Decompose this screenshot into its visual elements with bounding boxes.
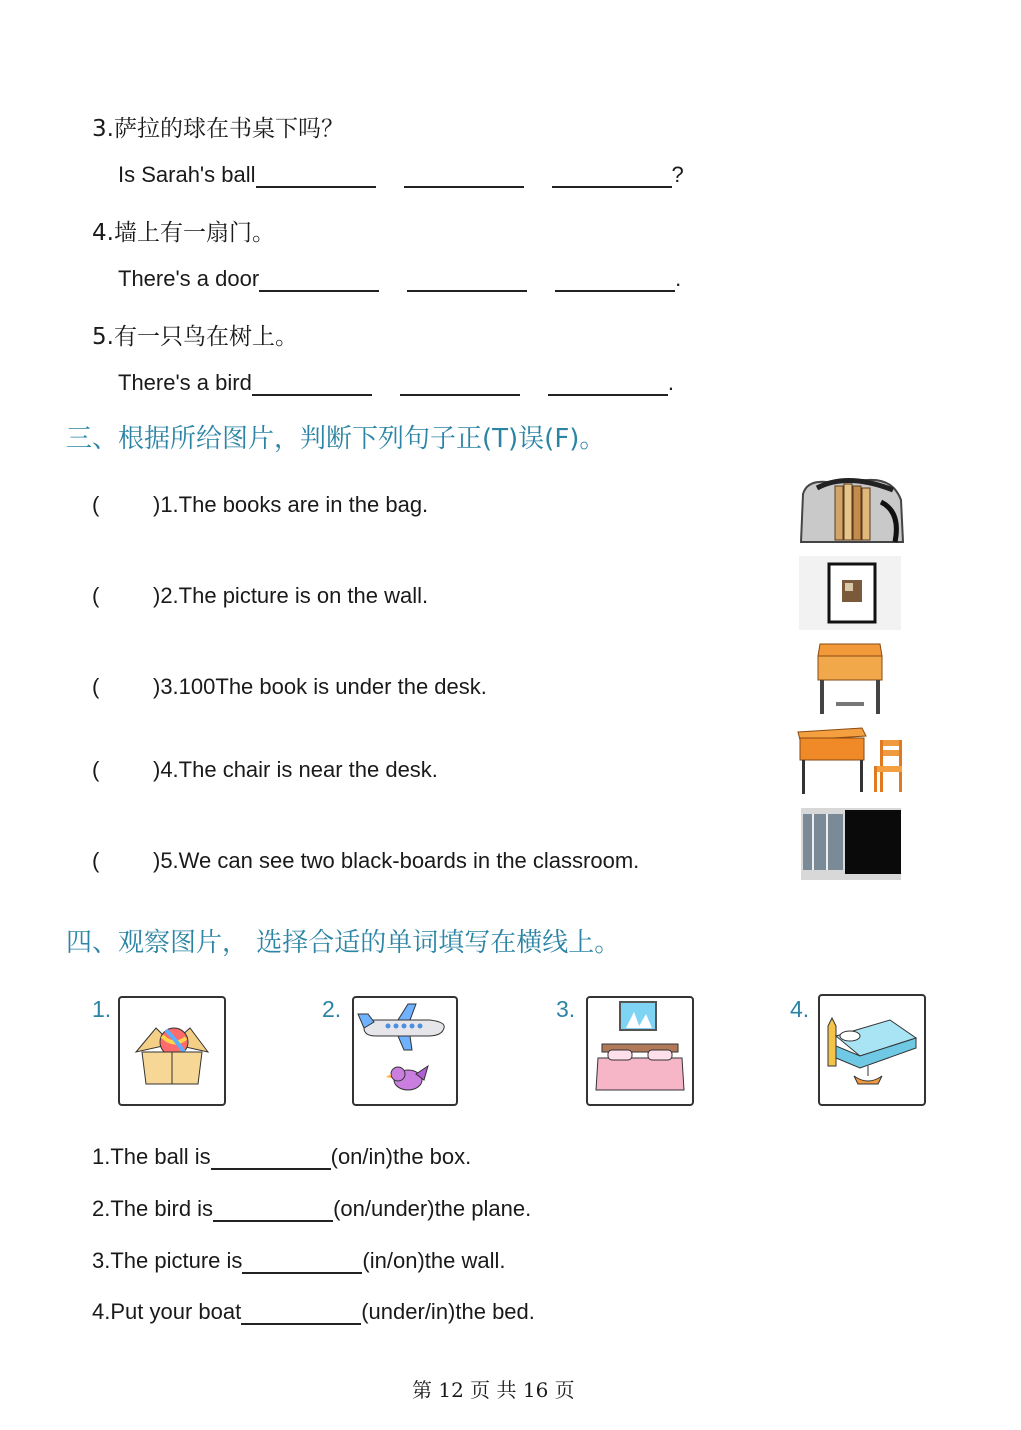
picture-number-1: 1.: [92, 996, 112, 1022]
tf-statement-3: )3.100The book is under the desk.: [153, 674, 487, 699]
answer-blank[interactable]: [555, 268, 675, 292]
answer-paren-open[interactable]: (: [92, 583, 100, 608]
question-3-prefix: Is Sarah's ball: [118, 162, 256, 187]
answer-blank[interactable]: [252, 372, 372, 396]
tf-statement-1: )1.The books are in the bag.: [153, 492, 429, 517]
sentence-4-suffix: (under/in)the bed.: [361, 1299, 535, 1324]
sentence-3-suffix: (in/on)the wall.: [362, 1248, 506, 1273]
answer-blank[interactable]: [407, 268, 527, 292]
picture-above-bed-icon: [586, 996, 694, 1106]
answer-blank[interactable]: [548, 372, 668, 396]
answer-blank[interactable]: [404, 164, 524, 188]
picture-number-4: 4.: [790, 996, 810, 1022]
question-4-end: .: [675, 266, 682, 291]
fill-sentence-2: [92, 1196, 531, 1222]
question-3-en: [118, 162, 684, 188]
backpack-with-books-icon: [797, 472, 907, 548]
ball-in-box-icon: [118, 996, 226, 1106]
tf-statement-5: )5.We can see two black-boards in the classroom.: [153, 848, 640, 873]
section-3-title: 三、根据所给图片，判断下列句子正(T)误(F)。: [66, 424, 606, 454]
fill-sentence-4: [92, 1299, 535, 1325]
fill-sentence-1: [92, 1144, 471, 1170]
sentence-3-prefix: 3.The picture is: [92, 1248, 243, 1273]
question-5-end: .: [667, 370, 674, 395]
bird-under-plane-icon: [352, 996, 458, 1106]
question-5-prefix: There's a bird: [118, 370, 252, 395]
answer-paren-open[interactable]: (: [92, 757, 100, 782]
answer-blank[interactable]: [242, 1250, 362, 1274]
sentence-1-prefix: 1.The ball is: [92, 1144, 211, 1169]
answer-paren-open[interactable]: (: [92, 848, 100, 873]
answer-blank[interactable]: [213, 1198, 333, 1222]
sentence-2-suffix: (on/under)the plane.: [333, 1196, 532, 1221]
answer-blank[interactable]: [400, 372, 520, 396]
answer-blank[interactable]: [259, 268, 379, 292]
picture-number-3: 3.: [556, 996, 576, 1022]
sentence-4-prefix: 4.Put your boat: [92, 1299, 242, 1324]
sentence-1-suffix: (on/in)the box.: [330, 1144, 472, 1169]
answer-paren-open[interactable]: (: [92, 674, 100, 699]
answer-blank[interactable]: [256, 164, 376, 188]
framed-picture-icon: [799, 556, 901, 630]
answer-blank[interactable]: [211, 1146, 331, 1170]
answer-blank[interactable]: [241, 1301, 361, 1325]
tf-statement-4: )4.The chair is near the desk.: [153, 757, 438, 782]
question-4-prefix: There's a door: [118, 266, 260, 291]
desk-and-chair-icon: [796, 726, 908, 796]
boat-under-bed-icon: [818, 994, 926, 1106]
fill-sentence-3: [92, 1248, 505, 1274]
answer-blank[interactable]: [552, 164, 672, 188]
blackboard-icon: [801, 808, 901, 880]
question-4-en: [118, 266, 681, 292]
desk-with-book-icon: [812, 640, 888, 716]
question-4-cn: 4.墙上有一扇门。: [92, 220, 275, 246]
picture-number-2: 2.: [322, 996, 342, 1022]
sentence-2-prefix: 2.The bird is: [92, 1196, 214, 1221]
question-3-end: ?: [671, 162, 684, 187]
question-5-cn: 5.有一只鸟在树上。: [92, 324, 298, 350]
tf-statement-2: )2.The picture is on the wall.: [153, 583, 429, 608]
section-4-title: 四、观察图片， 选择合适的单词填写在横线上。: [66, 928, 621, 958]
question-5-en: [118, 370, 674, 396]
page-footer: 第 12 页 共 16 页: [412, 1378, 575, 1402]
answer-paren-open[interactable]: (: [92, 492, 100, 517]
question-3-cn: 3.萨拉的球在书桌下吗？: [92, 116, 344, 142]
